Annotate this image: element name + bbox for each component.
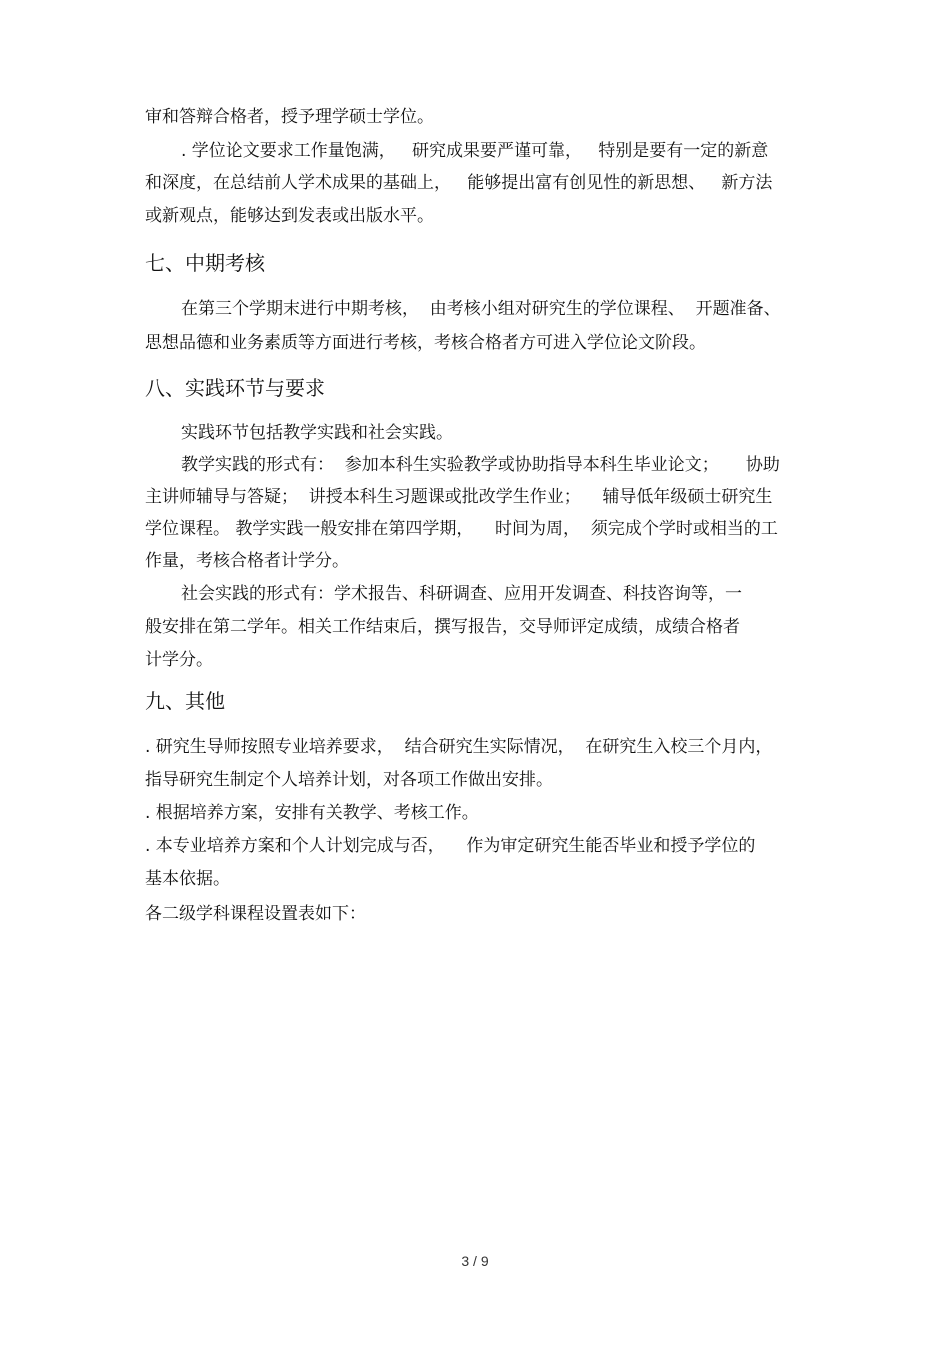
text-line: 各二级学科课程设置表如下： — [145, 904, 366, 924]
text-line: 计学分。 — [145, 650, 213, 670]
text-line: . 研究生导师按照专业培养要求， 结合研究生实际情况， 在研究生入校三个月内， — [145, 737, 773, 757]
text-line: 审和答辩合格者，授予理学硕士学位。 — [145, 107, 434, 127]
text-line: 和深度，在总结前人学术成果的基础上， 能够提出富有创见性的新思想、 新方法 — [145, 173, 773, 193]
section-heading: 八、实践环节与要求 — [145, 376, 325, 400]
text-line: 思想品德和业务素质等方面进行考核，考核合格者方可进入学位论文阶段。 — [145, 333, 706, 353]
text-line: 学位课程。 教学实践一般安排在第四学期， 时间为周， 须完成个学时或相当的工 — [145, 519, 778, 539]
section-heading: 七、中期考核 — [145, 251, 265, 275]
text-line: . 学位论文要求工作量饱满， 研究成果要严谨可靠， 特别是要有一定的新意 — [181, 141, 769, 161]
text-line: 或新观点，能够达到发表或出版水平。 — [145, 206, 434, 226]
section-heading: 九、其他 — [145, 689, 225, 713]
text-line: 实践环节包括教学实践和社会实践。 — [181, 423, 453, 443]
text-line: 在第三个学期末进行中期考核， 由考核小组对研究生的学位课程、 开题准备、 — [181, 299, 781, 319]
text-line: 般安排在第二学年。相关工作结束后，撰写报告，交导师评定成绩，成绩合格者 — [145, 617, 740, 637]
text-line: . 本专业培养方案和个人计划完成与否， 作为审定研究生能否毕业和授予学位的 — [145, 836, 756, 856]
text-line: 主讲师辅导与答疑； 讲授本科生习题课或批改学生作业； 辅导低年级硕士研究生 — [145, 487, 773, 507]
text-line: 基本依据。 — [145, 869, 230, 889]
text-line: 社会实践的形式有：学术报告、科研调查、应用开发调查、科技咨询等，一 — [181, 584, 742, 604]
page-number: 3 / 9 — [461, 1253, 489, 1269]
text-line: 教学实践的形式有： 参加本科生实验教学或协助指导本科生毕业论文； 协助 — [181, 455, 780, 475]
text-line: . 根据培养方案，安排有关教学、考核工作。 — [145, 803, 479, 823]
text-line: 指导研究生制定个人培养计划，对各项工作做出安排。 — [145, 770, 553, 790]
text-line: 作量，考核合格者计学分。 — [145, 551, 349, 571]
